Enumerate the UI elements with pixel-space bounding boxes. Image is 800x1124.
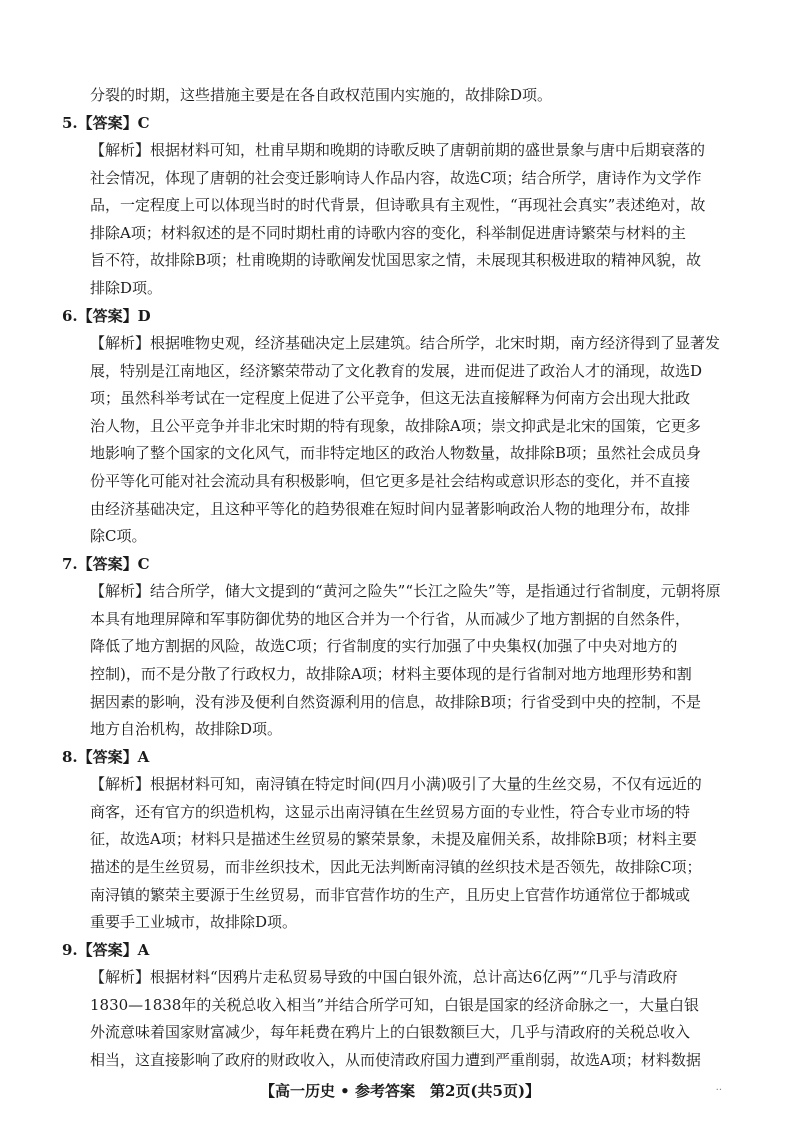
line-4: 品，一定程度上可以体现当时的时代背景，但诗歌具有主观性，“再现社会真实”表述绝对，故 xyxy=(90,196,706,214)
line-5: 排除A项；材料叙述的是不同时期杜甫的诗歌内容的变化，科举制促进唐诗繁荣与材料的主 xyxy=(90,224,686,242)
line-16: 除C项。 xyxy=(90,527,147,545)
line-13: 地影响了整个国家的文化风气，而非特定地区的政治人物数量，故排除B项；虽然社会成员身 xyxy=(90,444,702,462)
line-20: 降低了地方割据的风险，故选C项；行省制度的实行加强了中央集权(加强了中央对地方的 xyxy=(90,637,678,655)
line-14: 份平等化可能对社会流动具有积极影响，但它更多是社会结构或意识形态的变化，并不直接 xyxy=(90,472,691,490)
line-23: 地方自治机构，故排除D项。 xyxy=(90,720,283,738)
line-30: 重要手工业城市，故排除D项。 xyxy=(90,913,298,931)
line-32: 【解析】根据材料“因鸦片走私贸易导致的中国白银外流，总计高达6亿两”“几乎与清政府 xyxy=(90,968,678,986)
line-33: 1830—1838年的关税总收入相当”并结合所学可知，白银是国家的经济命脉之一，大量白银 xyxy=(90,996,700,1014)
line-10: 展，特别是江南地区，经济繁荣带动了文化教育的发展，进而促进了政治人才的涌现，故选D xyxy=(90,362,703,380)
line-6: 旨不符，故排除B项；杜甫晚期的诗歌阐发忧国思家之情，未展现其积极进取的精神风貌，故 xyxy=(90,251,702,269)
line-2: 【解析】根据材料可知，杜甫早期和晚期的诗歌反映了唐朝前期的盛世景象与唐中后期衰落的 xyxy=(90,141,706,159)
line-19: 本具有地理屏障和军事防御优势的地区合并为一个行省，从而减少了地方割据的自然条件， xyxy=(90,610,691,628)
line-15: 由经济基础决定，且这种平等化的趋势很难在短时间内显著影响政治人物的地理分布，故排 xyxy=(90,500,691,518)
answer-9-header: 9.【答案】A xyxy=(62,941,150,959)
line-0: 分裂的时期，这些措施主要是在各自政权范围内实施的，故排除D项。 xyxy=(90,86,553,104)
footer-mark: .. xyxy=(715,1082,722,1093)
line-26: 商客，还有官方的织造机构，这显示出南浔镇在生丝贸易方面的专业性，符合专业市场的特 xyxy=(90,803,691,821)
line-34: 外流意味着国家财富减少，每年耗费在鸦片上的白银数额巨大，几乎与清政府的关税总收入 xyxy=(90,1023,691,1041)
answer-6-header: 6.【答案】D xyxy=(62,307,151,325)
line-28: 描述的是生丝贸易，而非丝织技术，因此无法判断南浔镇的丝织技术是否领先，故排除C项； xyxy=(90,858,702,876)
line-3: 社会情况，体现了唐朝的社会变迁影响诗人作品内容，故选C项；结合所学，唐诗作为文学作 xyxy=(90,169,702,187)
line-7: 排除D项。 xyxy=(90,279,163,297)
answer-7-header: 7.【答案】C xyxy=(62,555,150,573)
line-29: 南浔镇的繁荣主要源于生丝贸易，而非官营作坊的生产，且历史上官营作坊通常位于都城或 xyxy=(90,886,691,904)
line-25: 【解析】根据材料可知，南浔镇在特定时间(四月小满)吸引了大量的生丝交易，不仅有远近的 xyxy=(90,775,702,793)
line-35: 相当，这直接影响了政府的财政收入，从而使清政府国力遭到严重削弱，故选A项；材料数据 xyxy=(90,1051,701,1069)
line-12: 治人物，且公平竞争并非北宋时期的特有现象，故排除A项；崇文抑武是北宋的国策，它更多 xyxy=(90,417,701,435)
line-9: 【解析】根据唯物史观，经济基础决定上层建筑。结合所学，北宋时期，南方经济得到了显著发 xyxy=(90,334,721,352)
page-footer: 【高一历史 • 参考答案 第2页(共5页)】 xyxy=(259,1082,541,1100)
answer-5-header: 5.【答案】C xyxy=(62,114,150,132)
line-11: 项；虽然科举考试在一定程度上促进了公平竞争，但这无法直接解释为何南方会出现大批政 xyxy=(90,389,691,407)
line-22: 据因素的影响，没有涉及便利自然资源利用的信息，故排除B项；行省受到中央的控制，不是 xyxy=(90,693,702,711)
line-18: 【解析】结合所学，储大文提到的“黄河之险失”“长江之险失”等，是指通过行省制度，元朝将原 xyxy=(90,582,721,600)
answer-8-header: 8.【答案】A xyxy=(62,748,150,766)
line-27: 征，故选A项；材料只是描述生丝贸易的繁荣景象，未提及雇佣关系，故排除B项；材料主要 xyxy=(90,830,697,848)
line-21: 控制)，而不是分散了行政权力，故排除A项；材料主要体现的是行省制对地方地理形势和割 xyxy=(90,665,692,683)
